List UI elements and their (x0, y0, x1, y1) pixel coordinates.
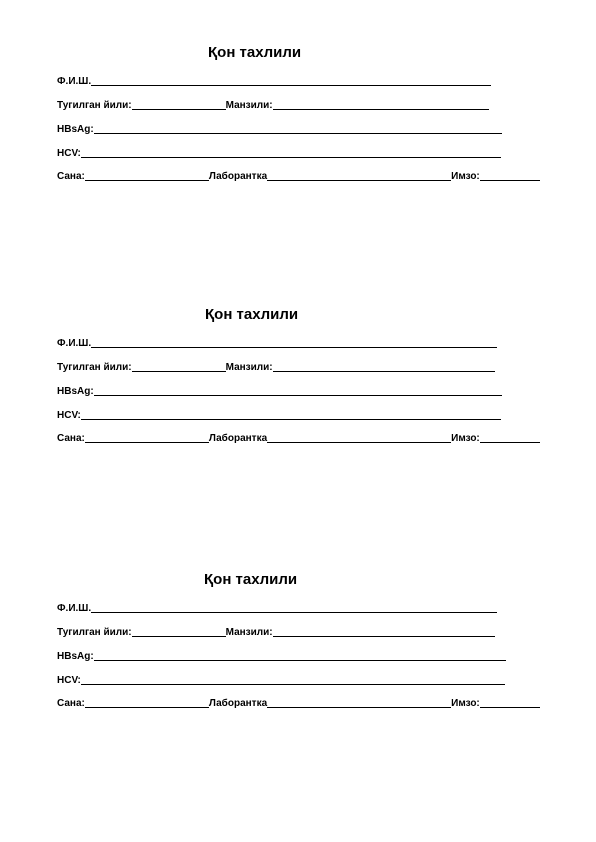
dob-address-row (57, 624, 495, 638)
hcv-row (57, 407, 501, 421)
dob-field[interactable] (132, 626, 226, 637)
address-label: Манзили: (225, 362, 273, 373)
fio-label: Ф.И.Ш. (57, 338, 92, 349)
fio-row (57, 335, 497, 349)
dob-address-row (57, 97, 489, 111)
sign-field[interactable] (480, 697, 540, 708)
sign-label: Имзо: (451, 698, 480, 709)
date-field[interactable] (85, 432, 209, 443)
dob-label: Тугилган йили: (57, 100, 132, 111)
date-field[interactable] (85, 697, 209, 708)
address-label: Манзили: (225, 100, 273, 111)
hbsag-label: HBsAg: (57, 386, 94, 397)
date-label: Сана: (57, 433, 85, 444)
hbsag-row (57, 648, 506, 662)
dob-label: Тугилган йили: (57, 627, 132, 638)
fio-row (57, 73, 491, 87)
hcv-label: HCV: (57, 675, 81, 686)
fio-field[interactable] (91, 75, 491, 86)
form-title: Қон тахлили (204, 571, 298, 588)
hcv-field[interactable] (81, 409, 501, 420)
date-label: Сана: (57, 698, 85, 709)
hbsag-field[interactable] (94, 123, 502, 134)
sign-label: Имзо: (451, 433, 480, 444)
fio-row (57, 600, 497, 614)
lab-field[interactable] (267, 697, 451, 708)
date-lab-sign-row (57, 695, 540, 709)
lab-label: Лаборантка (208, 171, 268, 182)
hcv-label: HCV: (57, 148, 81, 159)
lab-field[interactable] (267, 432, 451, 443)
hbsag-row (57, 383, 502, 397)
blood-test-form (0, 567, 596, 727)
address-field[interactable] (273, 99, 489, 110)
hbsag-field[interactable] (94, 650, 506, 661)
address-label: Манзили: (225, 627, 273, 638)
hcv-row (57, 145, 501, 159)
dob-field[interactable] (132, 361, 226, 372)
fio-field[interactable] (91, 602, 497, 613)
fio-label: Ф.И.Ш. (57, 603, 92, 614)
dob-field[interactable] (132, 99, 226, 110)
fio-field[interactable] (91, 337, 497, 348)
fio-label: Ф.И.Ш. (57, 76, 92, 87)
sign-field[interactable] (480, 432, 540, 443)
dob-label: Тугилган йили: (57, 362, 132, 373)
date-label: Сана: (57, 171, 85, 182)
form-title: Қон тахлили (208, 44, 302, 61)
hbsag-label: HBsAg: (57, 651, 94, 662)
hcv-row (57, 672, 505, 686)
address-field[interactable] (273, 361, 495, 372)
hbsag-field[interactable] (94, 385, 502, 396)
address-field[interactable] (273, 626, 495, 637)
hbsag-row (57, 121, 502, 135)
sign-field[interactable] (480, 170, 540, 181)
blood-test-form (0, 302, 596, 462)
lab-label: Лаборантка (208, 698, 268, 709)
hcv-field[interactable] (81, 674, 505, 685)
date-field[interactable] (85, 170, 209, 181)
hcv-label: HCV: (57, 410, 81, 421)
hcv-field[interactable] (81, 147, 501, 158)
hbsag-label: HBsAg: (57, 124, 94, 135)
lab-field[interactable] (267, 170, 451, 181)
date-lab-sign-row (57, 168, 540, 182)
form-title: Қон тахлили (205, 306, 299, 323)
blood-test-form (0, 40, 596, 200)
lab-label: Лаборантка (208, 433, 268, 444)
date-lab-sign-row (57, 430, 540, 444)
sign-label: Имзо: (451, 171, 480, 182)
dob-address-row (57, 359, 495, 373)
